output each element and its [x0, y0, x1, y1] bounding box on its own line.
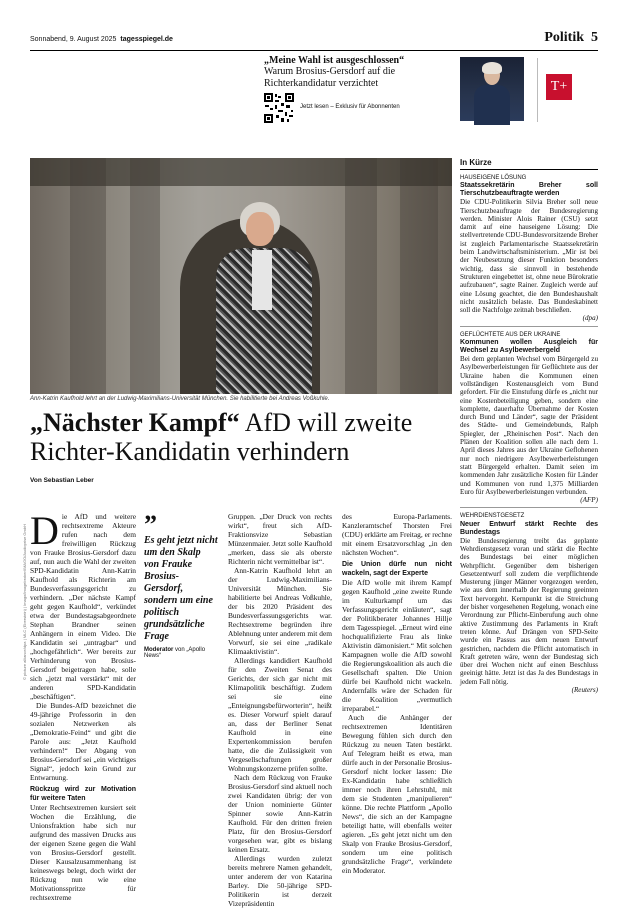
dropcap: D	[30, 508, 59, 553]
headline-quote: „Nächster Kampf“	[30, 408, 240, 437]
pull-quote-text: Es geht jetzt nicht um den Skalp von Frauke Brosius-Gersdorf, sondern um eine politisch grundsätzliche Frage	[144, 535, 218, 642]
paragraph: ie AfD und weitere rechtsextreme Akteure rufen nach dem freiwilligen Rückzug von Frauke Brosius-Gersdorf dazu auf, nun auch die Wahl der zweiten SPD-Kandidatin Ann-Katrin Kaufhold als Richterin am Bundesverfassungsgericht zu verhindern. „Der nächste Kampf geht gegen Kaufhold“, verkündet etwa der Bundestagsabgeordnete Stephan Brandner seinen Anhängern in einem Video. Die Kandidatin sei „untragbar“ und „hochgefährlich“. Wer bereits zur Verhinderung von Brosius-Gersdorf beigetragen habe, solle sich „jetzt mal verstärkt“ mit der anderen SPD-Kandidatin „beschäftigen“.	[30, 512, 136, 701]
masthead	[30, 30, 598, 48]
teaser-portrait-image[interactable]	[460, 57, 524, 121]
paragraph: Auch die Anhänger der rechtsextremen Identitären Bewegung fühlen sich durch den Rückzug zu neuen Taten bestärkt. Auf Telegram heißt es etwa, man dürfe auch in der Personalie Brosius-Gersdorf nicht locker lassen: Die Ex-Kandidatin habe schließlich immer noch ihren Lehrstuhl, mit dem sie Studenten „manipulieren“ könne. Die rechte Plattform „Apollo News“, die sich an der Kampagne beteiligt hatte, will ebenfalls weiter agieren. „Es geht jetzt nicht um den Skalp von Frauke Brosius-Gersdorf, sondern um eine politisch grundsätzliche Frage“, verkündete ein Moderator.	[342, 713, 452, 875]
brief-item	[460, 512, 598, 697]
photo-caption: Ann-Katrin Kaufhold lehrt an der Ludwig-Maximilians-Universität München. Sie habilitierte bei Andreas Voßkuhle.	[30, 396, 330, 402]
article-column-1	[30, 508, 136, 902]
byline: Von Sebastian Leber	[30, 477, 94, 484]
subheading: Die Union dürfe nun nicht wackeln, sagt der Experte	[342, 561, 452, 577]
paragraph: Allerdings wurden zuletzt bereits mehrere Namen gehandelt, unter anderem der von Katarina Barley. Die 50-jährige SPD-Politikerin ist derzeit Vizepräsidentin	[228, 854, 332, 908]
photo-credit: © picture alliance/dpa | MLC (Eberstein) | Imago/Imagebroker/IMAGO/Audioprise GmbH	[22, 524, 27, 680]
brief-title: Kommunen wollen Ausgleich für Wechsel zu Asylbewerbergeld	[460, 339, 598, 355]
top-rule	[30, 50, 598, 51]
paragraph: Allerdings kandidiert Kaufhold für den Zweiten Senat des Gerichts, der sich gar nicht mit Klimapolitik beschäftigt. Zudem sei sie eine „Enteignungsbefürworterin“, heißt es. Dieser Vorwurf spielt darauf an, dass der Berliner Senat Kaufhold in eine Expertenkommission berufen hatte, die die Zulässigkeit von Vergesellschaftungen großer Wohnungskonzerne prüfen sollte.	[228, 656, 332, 773]
paragraph: des Europa-Parlaments. Kanzleramtschef Thorsten Frei (CDU) erklärte am Freitag, er rechne mit einem Ersatzvorschlag „in den nächsten Wochen“.	[342, 512, 452, 557]
pull-quote-source: Moderator von „Apollo News“	[144, 647, 206, 659]
tplus-badge[interactable]: T+	[546, 74, 572, 100]
brief-kicker: GEFLÜCHTETE AUS DER UKRAINE	[460, 331, 561, 338]
paragraph: Ann-Katrin Kaufhold lehrt an der Ludwig-Maximilians-Universität München. Sie habilitierte bei Andreas Voßkuhle, der bis 2020 Präsident des Bundesverfassungsgerichts war. Rechtsextreme begründen ihre Ablehnung unter anderem mit dem Vorwurf, sie sei eine „radikale Klimaaktivistin“.	[228, 566, 332, 656]
paragraph: Die Bundes-AfD bezeichnet die 49-jährige Professorin in den sozialen Netzwerken als „Demokratie-Feind“ und gibt die Parole aus: „Jetzt Kaufhold verhindern!“ Der Abgang von Brosius-Gersdorf sei „ein wichtiges Signal“, jedoch kein Grund zur Entwarnung.	[30, 701, 136, 782]
brief-source: (dpa)	[582, 314, 598, 323]
brief-title: Neuer Entwurf stärkt Rechte des Bundestags	[460, 520, 598, 536]
paragraph: Die AfD wolle mit ihrem Kampf gegen Kaufhold „eine zweite Runde im Kulturkampf um das Verfassungsgericht einläuten“, sagt der Politikberater Johannes Hillje dem Tagesspiegel. „Erneut wird eine hochqualifizierte Frau als linke Aktivistin dämonisiert.“ Mit solchen Kampagnen wolle die AfD sowohl die Regierungskoalition als auch die Gesellschaft spalten. Die Union dürfe bei Kaufhold nicht wackeln. Andernfalls wäre der Schaden für die Koalition „vermutlich irreparabel.“	[342, 578, 452, 713]
subheading: Rückzug wird zur Motivation für weitere Taten	[30, 786, 136, 802]
article-column-2	[228, 512, 332, 908]
teaser-subtitle: Warum Brosius-Gersdorf auf die Richterkandidatur verzichtet	[264, 66, 396, 89]
brief-title: Staatssekretärin Breher soll Tierschutzbeauftragte werden	[460, 182, 598, 198]
brief-item	[460, 174, 598, 327]
teaser-cta-link[interactable]: Jetzt lesen – Exklusiv für Abonnenten	[300, 104, 400, 110]
article-headline	[30, 408, 452, 466]
qr-code-icon[interactable]	[264, 93, 294, 123]
article-column-3	[342, 512, 452, 875]
teaser-divider	[537, 58, 538, 122]
issue-date: Sonnabend, 9. August 2025 tagesspiegel.de	[30, 36, 173, 43]
news-in-brief-sidebar	[460, 158, 598, 697]
brief-item	[460, 331, 598, 509]
brief-kicker: HAUSEIGENE LÖSUNG	[460, 175, 527, 181]
paragraph: Gruppen. „Der Druck von rechts wirkt“, freut sich AfD-Fraktionsvize Sebastian Münzenmaier. Jetzt solle Kaufhold „merken, dass sie als oberste Richterin nicht vermittelbar ist“.	[228, 512, 332, 566]
article-photo	[30, 158, 452, 394]
brief-body: Die Bundesregierung treibt das geplante Wehrdienstgesetz voran und stärkt die Rechte des Bundestags bei einer möglichen Wehrpflicht. Gegenüber dem bisherigen Gesetzentwurf soll zudem die verpflichtende Musterung jünger Männer vorgezogen werden, wie aus dem innerhalb der Regierung geeinten Text hervorgeht. Kernpunkt ist die Streichung der bisher vorgesehenen Regelung, wonach eine Verordnung zur Pflicht-Einberufung auch ohne aktive Zustimmung des Parlaments in Kraft treten könne. Auf Drängen von SPD-Seite wurde ein Passus aus dem neuen Entwurf gestrichen, nachdem die Pflicht automatisch in Kraft getreten wäre, wenn der Bundestag sich über drei Wochen nicht auf einen Beschluss geeinigt hätte. Jetzt ist das Ja des Bundestags in jedem Fall nötig.	[460, 536, 598, 686]
brief-source: (AFP)	[580, 496, 598, 505]
brief-body: Bei dem geplanten Wechsel vom Bürgergeld zu Asylbewerberleistungen für Geflüchtete aus der Ukraine haben die Kommunen einen vollständigen Kostenausgleich vom Bund gefordert. Für die Einstufung dürfe es „nicht nur eine Kostenbeteiligung geben, sondern eine komplette, dauerhafte Übernahme der Kosten durch Bund und Länder“, sagte der Präsident des Städte- und Gemeindebunds, Ralph Spiegler, der „Rheinischen Post“. Nach den Plänen der Koalition sollen alle nach dem 1. April dieses Jahres aus der Ukraine Geflohenen nur noch niedrigere Asylbewerberleistungen statt Bürgergeld erhalten. Damit seien im kommenden Jahr zusätzliche Kosten für Länder und Kommunen von rund 1,375 Milliarden Euro für Asylbewerberleistungen verbunden.	[460, 355, 598, 496]
teaser-title: „Meine Wahl ist ausgeschlossen“	[264, 55, 405, 66]
promo-teaser[interactable]	[264, 55, 464, 110]
quote-mark-icon: ”	[144, 510, 157, 539]
paragraph: Unter Rechtsextremen kursiert seit Wochen die Erzählung, die Unionsfraktion habe sich nur aufgrund des massiven Drucks aus der eigenen Szene gegen die Wahl von Brosius-Gersdorf gestellt. Dieser Kausalzusammenhang ist keineswegs belegt, doch wirkt der Rückzug nun wie eine Motivationsspritze für rechtsextreme	[30, 803, 136, 902]
brief-kicker: WEHRDIENSTGESETZ	[460, 513, 525, 520]
sidebar-title: In Kürze	[460, 158, 598, 170]
pull-quote	[144, 510, 218, 659]
brief-source: (Reuters)	[571, 686, 598, 695]
brief-body: Die CDU-Politikerin Silvia Breher soll neue Tierschutzbeauftragte der Bundesregierung werden. Minister Alois Rainer (CSU) setzt damit auf eine hauseigene Lösung: Die stellvertretende CDU-Bundesvorsitzende Breher ist zugleich Parlamentarische Staatssekretärin beim Landwirtschaftsministerium. „Mir ist bei der Neubesetzung dieser Funktion besonders wichtig, dass sie sinnvoll in bestehende Strukturen eingebettet ist, ohne neue Bürokratie aufzubauen“, sagte Rainer. Zugleich werde auf eine Lösung geachtet, die den Bundeshaushalt nicht zusätzlich belaste. Das Bundeskabinett soll die Nachfolge zeitnah beschließen.	[460, 198, 598, 315]
paragraph: Nach dem Rückzug von Frauke Brosius-Gersdorf sind aktuell noch zwei Kandidaten übrig: der von der Union nominierte Günter Spinner sowie Ann-Katrin Kaufhold. Für den dritten freien Platz, für den Brosius-Gersdorf vorgesehen war, gibt es bislang keinen Ersatz.	[228, 773, 332, 854]
section-title: Politik 5	[544, 30, 598, 45]
paper-url[interactable]: tagesspiegel.de	[120, 36, 173, 43]
headline-rest: AfD will zweite Richter-Kandidatin verhindern	[30, 408, 413, 466]
page-number: 5	[591, 30, 598, 45]
